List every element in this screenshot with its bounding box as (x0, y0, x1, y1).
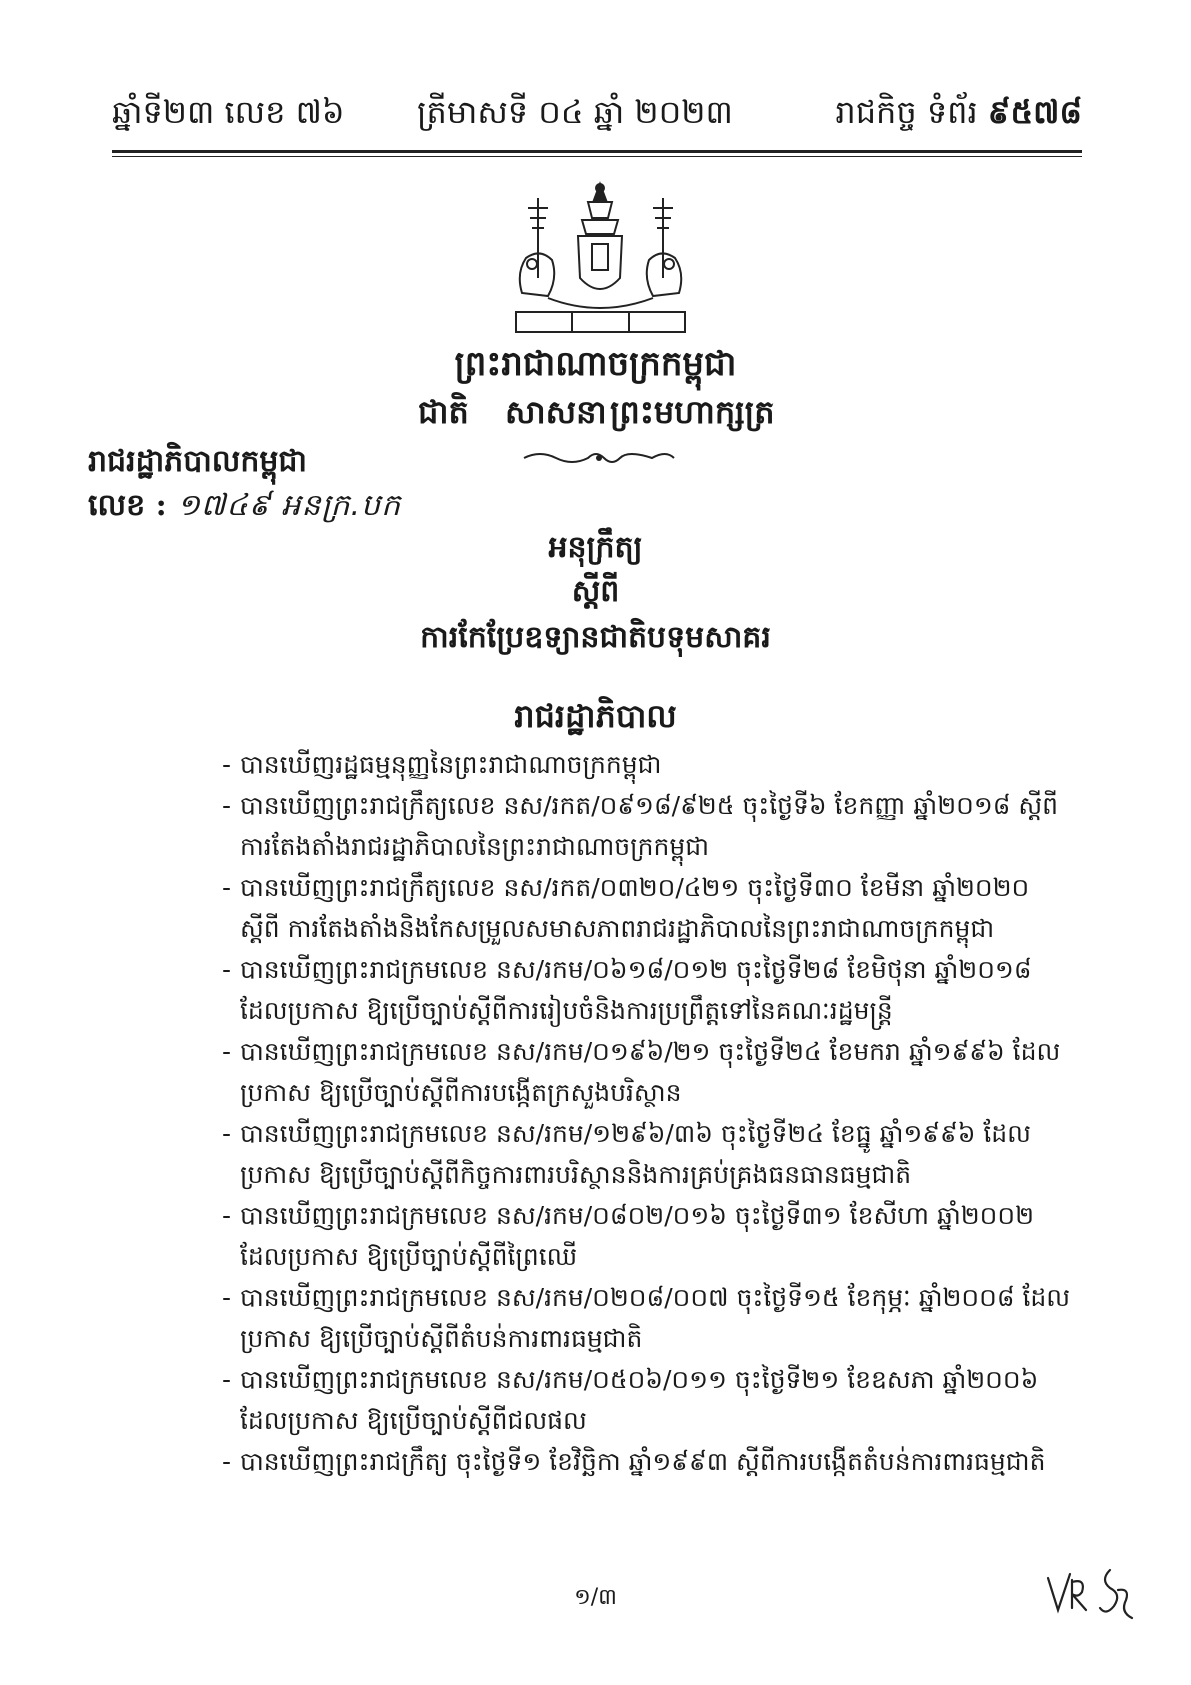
gazette-quarter: ត្រីមាសទី ០៤ ឆ្នាំ ២០២៣ (417, 93, 733, 131)
consideration-item: - បានឃើញព្រះរាជក្រមលេខ នស/រកម/០២០៨/០០៧ ចុះថ្ងៃទី១៥ ខែកុម្ភៈ ឆ្នាំ២០០៨ ដែលប្រកាស ឱ្យប្រើច្បាប់ស្តីពីតំបន់ការពារធម្មជាតិ (222, 1277, 1072, 1359)
considerations-list (222, 744, 1072, 1482)
consideration-item: - បានឃើញព្រះរាជក្រឹត្យលេខ នស/រកត/០៩១៨/៩២៥ ចុះថ្ងៃទី៦ ខែកញ្ញា ឆ្នាំ២០១៨ ស្តីពី ការតែងតាំងរាជរដ្ឋាភិបាលនៃព្រះរាជាណាចក្រកម្ពុជា (222, 785, 1072, 867)
handwritten-initials-icon (1040, 1560, 1150, 1630)
issuing-government: រាជរដ្ឋាភិបាលកម្ពុជា (88, 444, 307, 479)
gazette-header (112, 78, 1082, 138)
royal-coat-of-arms-icon (508, 178, 693, 338)
consideration-item: - បានឃើញព្រះរាជក្រមលេខ នស/រកម/០៨០២/០១៦ ចុះថ្ងៃទី៣១ ខែសីហា ឆ្នាំ២០០២ ដែលប្រកាស ឱ្យប្រើច្បាប់ស្តីពីព្រៃឈើ (222, 1195, 1072, 1277)
document-type: អនុក្រឹត្យ (548, 530, 643, 565)
consideration-item: - បានឃើញព្រះរាជក្រមលេខ នស/រកម/០៥០៦/០១១ ចុះថ្ងៃទី២១ ខែឧសភា ឆ្នាំ២០០៦ ដែលប្រកាស ឱ្យប្រើច្បាប់ស្តីពីជលផល (222, 1359, 1072, 1441)
header-rule (112, 150, 1082, 153)
document-authority: រាជរដ្ឋាភិបាល (514, 697, 677, 735)
motto-king: ព្រះមហាក្សត្រ (610, 393, 775, 431)
consideration-item: - បានឃើញព្រះរាជក្រឹត្យ ចុះថ្ងៃទី១ ខែវិច្ឆិកា ឆ្នាំ១៩៩៣ ស្តីពីការបង្កើតតំបន់ការពារធម្មជាតិ (222, 1441, 1072, 1482)
document-subject: ការកែប្រែឧទ្យានជាតិបទុមសាគរ (420, 620, 771, 655)
consideration-item: - បានឃើញរដ្ឋធម្មនុញ្ញនៃព្រះរាជាណាចក្រកម្ពុជា (222, 744, 1072, 785)
consideration-item: - បានឃើញព្រះរាជក្រមលេខ នស/រកម/០១៩៦/២១ ចុះថ្ងៃទី២៤ ខែមករា ឆ្នាំ១៩៩៦ ដែលប្រកាស ឱ្យប្រើច្បាប់ស្តីពីការបង្កើតក្រសួងបរិស្ថាន (222, 1031, 1072, 1113)
page-number: ១/៣ (574, 1585, 617, 1610)
decree-number-label: លេខ : (88, 488, 178, 523)
consideration-item: - បានឃើញព្រះរាជក្រមលេខ នស/រកម/១២៩៦/៣៦ ចុះថ្ងៃទី២៤ ខែធ្នូ ឆ្នាំ១៩៩៦ ដែលប្រកាស ឱ្យប្រើច្បាប់ស្តីពីកិច្ចការពារបរិស្ថាននិងការគ្រប់គ្រងធនធានធម្មជាតិ (222, 1113, 1072, 1195)
document-about: ស្ដីពី (571, 574, 620, 609)
motto-nation: ជាតិ (418, 393, 469, 431)
consideration-item: - បានឃើញព្រះរាជក្រឹត្យលេខ នស/រកត/០៣២០/៤២១ ចុះថ្ងៃទី៣០ ខែមីនា ឆ្នាំ២០២០ ស្តីពី ការតែងតាំងនិងកែសម្រួលសមាសភាពរាជរដ្ឋាភិបាលនៃព្រះរាជាណាចក្រកម្ពុជា (222, 867, 1072, 949)
header-rule-thin (112, 156, 1082, 157)
decree-number-value: ១៧៤៩ អនក្រ.បក (177, 488, 402, 523)
kingdom-name: ព្រះរាជាណាចក្រកម្ពុជា (454, 344, 737, 384)
divider-ornament-icon (520, 448, 678, 468)
motto-religion: សាសនា (505, 393, 607, 431)
gazette-page-prefix: រាជកិច្ច ទំព័រ (835, 93, 988, 131)
gazette-page-number: ៩៥៧៨ (987, 93, 1082, 131)
gazette-issue: ឆ្នាំទី២៣ លេខ ៧៦ (112, 93, 345, 131)
gazette-page-ref (835, 92, 1082, 139)
decree-number (88, 486, 401, 530)
consideration-item: - បានឃើញព្រះរាជក្រមលេខ នស/រកម/០៦១៨/០១២ ចុះថ្ងៃទី២៨ ខែមិថុនា ឆ្នាំ២០១៨ ដែលប្រកាស ឱ្យប្រើច្បាប់ស្តីពីការរៀបចំនិងការប្រព្រឹត្តទៅនៃគណៈរដ្ឋមន្ត្រី (222, 949, 1072, 1031)
